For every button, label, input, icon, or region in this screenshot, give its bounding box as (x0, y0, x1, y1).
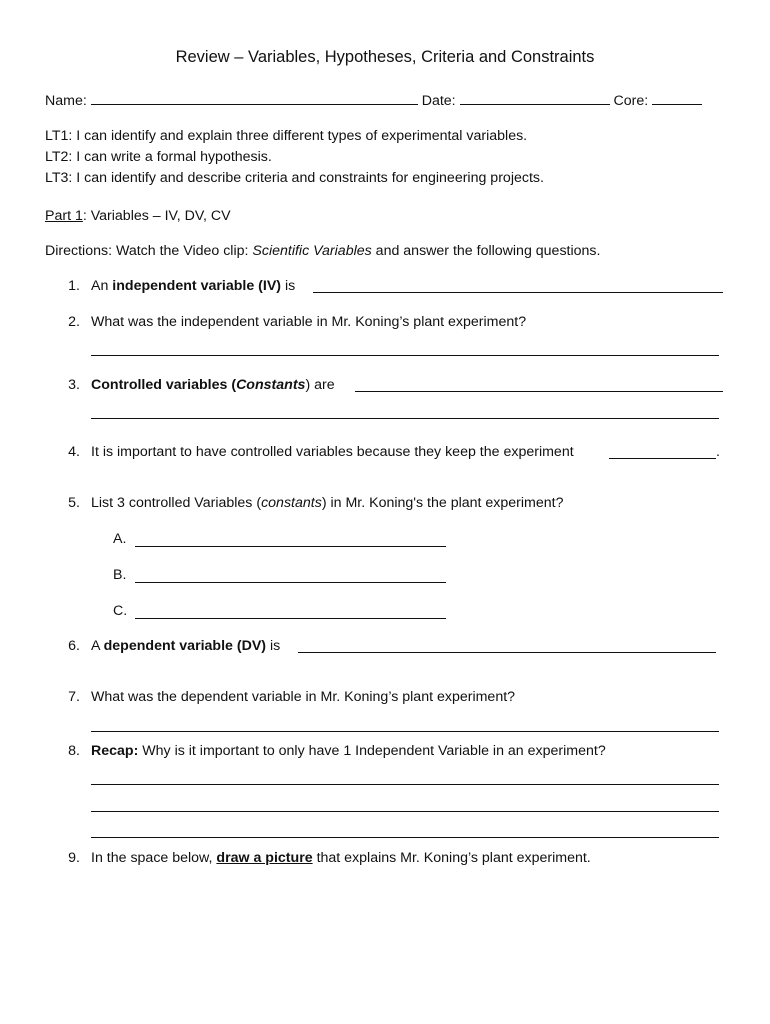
q6-term: dependent variable (DV) (103, 638, 267, 654)
q6-number: 6. (68, 638, 80, 654)
q3-term-italic: Constants (236, 377, 306, 393)
q3-post: ) are (305, 377, 335, 393)
q6-pre: A (91, 638, 104, 654)
q1-text (91, 278, 295, 295)
q2-number: 2. (68, 314, 80, 330)
name-blank[interactable] (91, 92, 418, 105)
learning-target-2: LT2: I can write a formal hypothesis. (45, 149, 272, 165)
q5-sub-b-line[interactable] (135, 582, 446, 583)
q5-sub-b-label: B. (113, 567, 127, 583)
q1-term: independent variable (IV) (112, 278, 282, 294)
q3-answer-line-2[interactable] (91, 418, 719, 419)
q5-sub-c-label: C. (113, 603, 128, 619)
q3-number: 3. (68, 377, 80, 393)
core-label: Core: (613, 93, 649, 109)
q7-text: What was the dependent variable in Mr. Koning’s plant experiment? (91, 689, 516, 705)
q8-answer-line-2[interactable] (91, 811, 719, 812)
q5-sub-a-line[interactable] (135, 546, 446, 547)
q5-pre: List 3 controlled Variables ( (91, 495, 262, 511)
learning-target-1: LT1: I can identify and explain three different types of experimental variables. (45, 128, 528, 144)
video-clip-title: Scientific Variables (252, 243, 372, 259)
q4-number: 4. (68, 444, 80, 460)
q9-text (91, 850, 591, 867)
drawing-area[interactable] (91, 875, 719, 1005)
q6-answer-line[interactable] (298, 652, 716, 653)
learning-target-3: LT3: I can identify and describe criteria and constraints for engineering projects. (45, 170, 544, 186)
directions-post: and answer the following questions. (371, 243, 601, 259)
q1-answer-line[interactable] (313, 292, 723, 293)
q5-post: ) in Mr. Koning's the plant experiment? (321, 495, 564, 511)
date-label: Date: (421, 93, 456, 109)
q9-draw-a-picture: draw a picture (216, 850, 313, 866)
q9-post: that explains Mr. Koning’s plant experiment. (312, 850, 591, 866)
q7-number: 7. (68, 689, 80, 705)
q1-post: is (281, 278, 296, 294)
header-line (45, 92, 702, 110)
q6-text (91, 638, 280, 655)
q5-sub-c-line[interactable] (135, 618, 446, 619)
q8-answer-line-1[interactable] (91, 784, 719, 785)
q1-number: 1. (68, 278, 80, 294)
part1-rest: : Variables – IV, DV, CV (82, 208, 231, 224)
date-blank[interactable] (460, 92, 610, 105)
q8-post: Why is it important to only have 1 Independent Variable in an experiment? (138, 743, 606, 759)
q8-number: 8. (68, 743, 80, 759)
q3-term: Controlled variables ( (91, 377, 237, 393)
q5-text (91, 495, 563, 512)
q9-pre: In the space below, (91, 850, 217, 866)
q1-pre: An (91, 278, 113, 294)
part1-heading (45, 208, 231, 225)
q6-post: is (266, 638, 281, 654)
part1-label: Part 1 (45, 208, 83, 224)
q2-answer-line[interactable] (91, 355, 719, 356)
q4-text: It is important to have controlled variables because they keep the experiment (91, 444, 574, 460)
q4-period: . (716, 444, 720, 460)
name-label: Name: (45, 93, 87, 109)
q4-answer-blank[interactable] (609, 458, 716, 459)
q2-text: What was the independent variable in Mr. Koning’s plant experiment? (91, 314, 527, 330)
directions-pre: Directions: Watch the Video clip: (45, 243, 253, 259)
directions (45, 243, 600, 260)
q8-answer-line-3[interactable] (91, 837, 719, 838)
q8-recap: Recap: (91, 743, 139, 759)
q5-italic: constants (261, 495, 322, 511)
q9-number: 9. (68, 850, 80, 866)
q3-text (91, 377, 335, 394)
q8-text (91, 743, 606, 760)
q5-sub-a-label: A. (113, 531, 127, 547)
page-title: Review – Variables, Hypotheses, Criteria and Constraints (175, 48, 595, 66)
q7-answer-line[interactable] (91, 731, 719, 732)
q5-number: 5. (68, 495, 80, 511)
core-blank[interactable] (652, 92, 702, 105)
q3-answer-line-1[interactable] (355, 391, 723, 392)
